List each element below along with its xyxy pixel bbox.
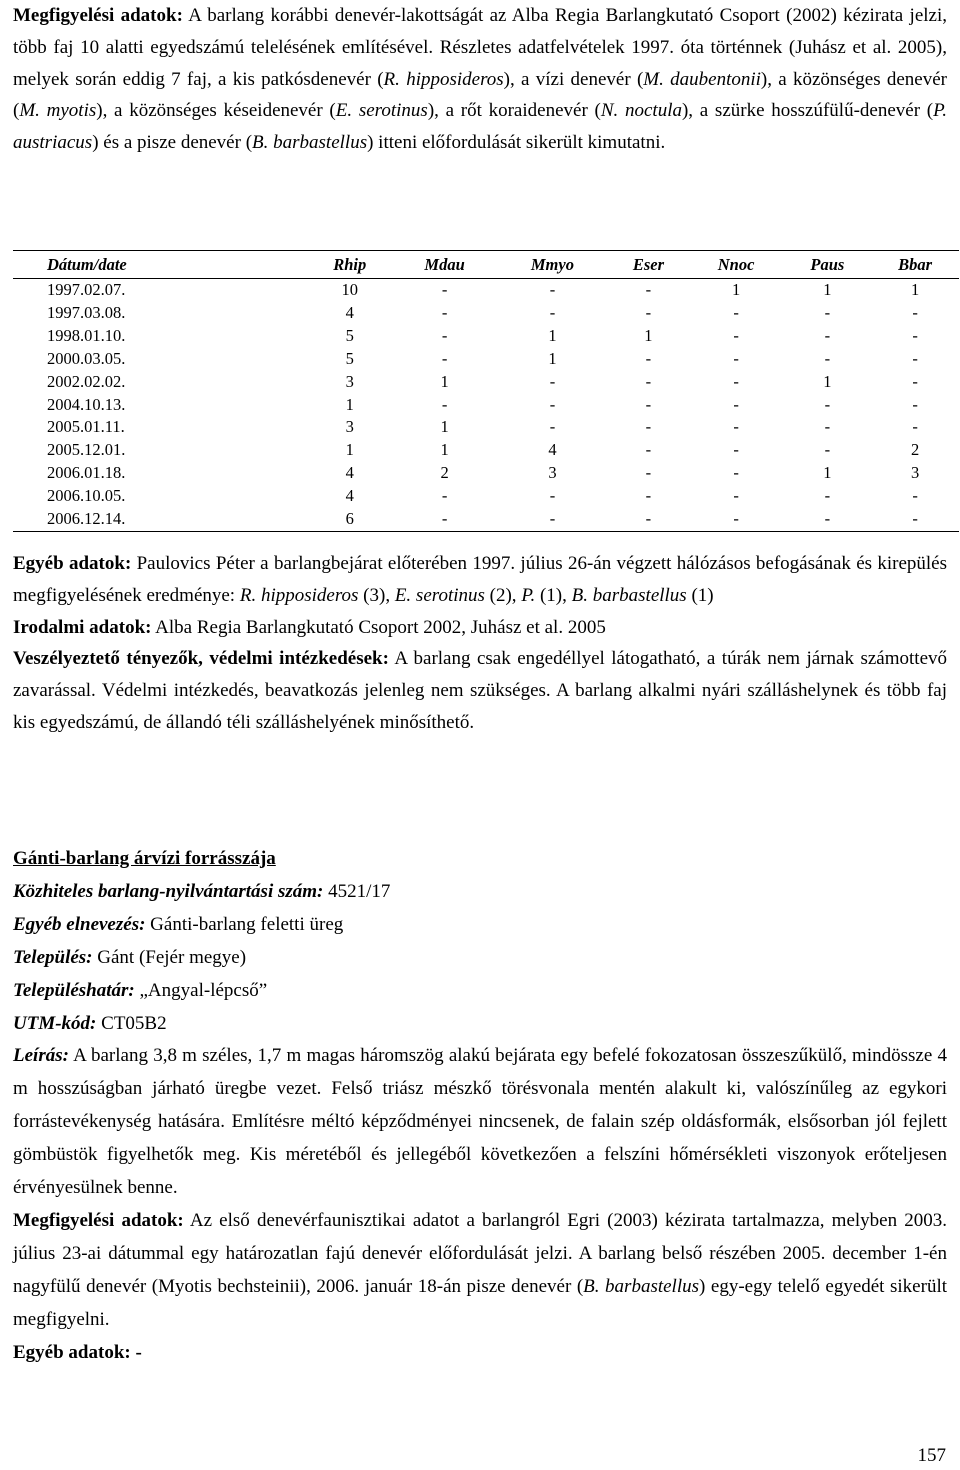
registry-line (13, 876, 947, 909)
date-cell: 2002.02.02. (47, 371, 126, 391)
border-value: „Angyal-lépcső” (134, 979, 268, 1001)
count-cell: - (733, 440, 739, 460)
count-cell: 2 (910, 440, 920, 460)
table-row (13, 439, 959, 462)
date-cell: 2004.10.13. (47, 394, 126, 414)
count-cell: - (549, 486, 556, 506)
literature-label: Irodalmi adatok: (13, 616, 152, 638)
count-cell: - (645, 417, 652, 437)
utm-line (13, 1008, 947, 1041)
count-cell: 2 (440, 463, 449, 483)
text-run: (1), (535, 584, 572, 606)
table-row (13, 462, 959, 485)
count-cell: 1 (823, 280, 832, 299)
count-cell: - (549, 417, 556, 437)
date-cell: 1997.02.07. (47, 280, 126, 299)
count-cell: - (733, 325, 739, 345)
count-cell: 4 (345, 302, 354, 322)
count-cell: - (441, 280, 448, 299)
species-name: E. serotinus (394, 584, 485, 606)
column-header-bbar: Bbar (871, 251, 959, 279)
count-cell: - (441, 325, 448, 345)
text-run: Az első denevérfaunisztikai adatot a barlangról Egri (2003) kézirata tartalmazza, melyben 2003. július 23-ai dátummal egy határozatlan fajú denevér előfordulását jelzi. A barlang belső részében 2005. december 1-én nagyfülű denevér (Myotis bechsteinii), 2006. január 18-án pisze denevér ( (13, 1209, 948, 1297)
count-cell: - (608, 508, 689, 531)
utm-label: UTM-kód: (13, 1012, 97, 1034)
count-cell: - (912, 325, 918, 345)
count-cell: - (645, 394, 652, 414)
count-cell: 10 (341, 280, 358, 299)
count-cell: 6 (307, 508, 392, 531)
count-cell: - (733, 417, 739, 437)
text-run: ) itteni előfordulását sikerült kimutatni. (367, 132, 666, 154)
count-cell: - (912, 302, 918, 322)
threats-label: Veszélyeztető tényezők, védelmi intézkedések: (13, 648, 389, 670)
count-cell: 3 (548, 463, 557, 483)
count-cell: - (645, 371, 652, 391)
count-cell: - (645, 440, 652, 460)
column-header-nnoc: Nnoc (689, 251, 784, 279)
count-cell: 5 (345, 325, 354, 345)
date-cell: 2005.01.11. (47, 417, 125, 437)
table-row (13, 371, 959, 394)
border-line (13, 975, 947, 1008)
species-name: R. hipposideros (383, 68, 504, 90)
count-cell: 1 (644, 325, 653, 345)
column-header-mdau: Mdau (392, 251, 496, 279)
text-run: A barlang korábbi denevér-lakottságát az Alba Regia Barlangkutató Csoport (2002) kézirata jelzi, több faj 10 alatti egyedszámú telelésének említésével. Részletes adatfelvételek 1997. óta történnek (Juhász et al. 2005), melyek során eddig 7 faj, a kis patkósdenevér ( (13, 5, 948, 90)
text-run: (2), (484, 584, 522, 606)
count-cell: - (392, 508, 496, 531)
column-header-mmyo: Mmyo (497, 251, 608, 279)
count-cell: - (733, 302, 739, 322)
cave-other-data-label: Egyéb adatok: - (13, 1341, 142, 1363)
count-cell: - (441, 348, 448, 368)
literature-paragraph (13, 612, 947, 644)
description-paragraph (13, 1040, 947, 1205)
count-cell: - (912, 394, 918, 414)
date-cell: 2006.10.05. (47, 486, 126, 506)
date-cell: 2006.12.14. (13, 508, 307, 531)
text-run: ), a közönséges késeidenevér ( (96, 100, 336, 122)
count-cell: - (733, 463, 739, 483)
border-label: Településhatár: (13, 979, 135, 1001)
species-name: R. hipposideros (239, 584, 359, 606)
count-cell: - (645, 280, 652, 299)
cave-title: Gánti-barlang árvízi forrásszája (13, 848, 276, 869)
bat-count-table (13, 250, 959, 532)
cave-observations-label: Megfigyelési adatok: (13, 1209, 184, 1231)
count-cell: - (824, 440, 831, 460)
species-name: P. austriacus (13, 100, 948, 154)
other-data-paragraph (13, 548, 947, 612)
count-cell: 1 (823, 371, 832, 391)
column-header-rhip: Rhip (307, 251, 392, 279)
count-cell: - (441, 486, 448, 506)
table-header-row (13, 251, 959, 279)
text-run: (3), (358, 584, 395, 606)
text-run: Paulovics Péter a barlangbejárat előterében 1997. július 26-án végzett hálózásos befogásának és kirepülés megfigyelésének eredménye: (13, 553, 947, 606)
count-cell: - (824, 486, 831, 506)
count-cell: 4 (345, 463, 354, 483)
count-cell: 1 (440, 371, 449, 391)
section-other-data (13, 548, 947, 739)
count-cell: - (871, 508, 959, 531)
table-row (13, 485, 959, 508)
town-label: Település: (13, 946, 93, 968)
count-cell: - (912, 371, 918, 391)
date-cell: 2005.12.01. (47, 440, 126, 460)
alt-name-value: Gánti-barlang feletti üreg (145, 913, 344, 935)
species-name: B. barbastellus (252, 132, 368, 154)
town-value: Gánt (Fejér megye) (92, 946, 247, 968)
species-name: B. barbastellus (583, 1275, 700, 1297)
text-run: ) és a pisze denevér ( (92, 132, 253, 154)
date-cell: 2000.03.05. (47, 348, 126, 368)
table-row (13, 348, 959, 371)
count-cell: - (441, 302, 448, 322)
count-cell: 1 (823, 463, 832, 483)
alt-name-label: Egyéb elnevezés: (13, 913, 146, 935)
alt-name-line (13, 909, 947, 942)
column-header-date: Dátum/date (13, 251, 307, 279)
count-cell: - (549, 371, 556, 391)
species-name: E. serotinus (335, 100, 428, 122)
count-cell: - (783, 508, 871, 531)
description-label: Leírás: (13, 1045, 69, 1067)
observations-paragraph (13, 0, 947, 159)
table-body (13, 279, 959, 532)
text-run: ), a szürke hosszúfülű-denevér ( (681, 100, 934, 122)
count-cell: - (824, 348, 831, 368)
date-cell: 1998.01.10. (47, 325, 126, 345)
literature-text: Alba Regia Barlangkutató Csoport 2002, Juhász et al. 2005 (151, 616, 606, 638)
column-header-paus: Paus (783, 251, 871, 279)
count-cell: - (912, 486, 918, 506)
count-cell: - (645, 302, 652, 322)
count-cell: - (441, 394, 448, 414)
count-cell: - (689, 508, 784, 531)
text-run: ), a rőt koraidenevér ( (427, 100, 601, 122)
count-cell: - (733, 371, 739, 391)
count-cell: 1 (345, 440, 354, 460)
count-cell: 1 (548, 348, 557, 368)
page-number: 157 (917, 1445, 946, 1466)
count-cell: - (733, 394, 739, 414)
section-cave-entry (13, 843, 947, 1370)
utm-value: CT05B2 (96, 1012, 167, 1034)
count-cell: 1 (910, 280, 920, 299)
count-cell: 5 (345, 348, 354, 368)
species-name: N. noctula (600, 100, 682, 122)
count-cell: - (645, 486, 652, 506)
threats-text: A barlang csak engedéllyel látogatható, a túrák nem járnak számottevő zavarással. Védelmi intézkedés, beavatkozás jelenleg nem szükséges. A barlang alkalmi nyári szálláshelynek és több faj kis egyedszámú, de állandó téli szálláshelyének minősíthető. (13, 648, 947, 733)
date-cell: 1997.03.08. (47, 302, 126, 322)
count-cell: - (549, 280, 556, 299)
count-cell: - (824, 417, 831, 437)
table-row (13, 394, 959, 417)
count-cell: - (824, 302, 831, 322)
count-cell: 3 (345, 371, 354, 391)
table-row (13, 325, 959, 348)
species-name: M. myotis (19, 100, 97, 122)
count-cell: 3 (345, 417, 354, 437)
count-cell: - (824, 394, 831, 414)
text-run: ) egy-egy telelő egyedét sikerült megfigyelni. (13, 1275, 948, 1330)
count-cell: - (549, 394, 556, 414)
species-name: M. daubentonii (643, 68, 761, 90)
species-name: P. (521, 584, 536, 606)
registry-value: 4521/17 (323, 880, 391, 902)
count-cell: - (824, 325, 831, 345)
count-cell: 1 (440, 417, 449, 437)
registry-label: Közhiteles barlang-nyilvántartási szám: (13, 880, 324, 902)
species-name: B. barbastellus (571, 584, 687, 606)
section-observations (13, 0, 947, 159)
count-cell: - (733, 348, 739, 368)
count-cell: 4 (345, 486, 354, 506)
text-run: ), a közönséges denevér ( (13, 68, 948, 122)
count-cell: 4 (548, 440, 557, 460)
count-cell: - (912, 348, 918, 368)
count-cell: 1 (345, 394, 354, 414)
text-run: (1) (686, 584, 714, 606)
date-cell: 2006.01.18. (47, 463, 126, 483)
text-run: ), a vízi denevér ( (503, 68, 644, 90)
count-cell: - (733, 486, 739, 506)
count-cell: - (912, 417, 918, 437)
column-header-eser: Eser (608, 251, 689, 279)
table-row (13, 508, 959, 531)
count-cell: - (645, 463, 652, 483)
table-row (13, 302, 959, 325)
description-text: A barlang 3,8 m széles, 1,7 m magas háromszög alakú bejárata egy befelé fokozatosan összeszűkülő, mindössze 4 m hosszúságban járható üregbe vezet. Felső triász mészkő törésvonala mentén alakult ki, valószínűleg az egykori forrástevékenység hatására. Említésre méltó képződményei nincsenek, de falain szép oldásformák, elsősorban jól fejlett gömbüstök figyelhetők meg. Kis méretéből és jellegéből következően a felszíni hőmérsékleti viszonyok erőteljesen érvényesülnek benne. (13, 1045, 947, 1199)
threats-paragraph (13, 643, 947, 738)
cave-observations-paragraph (13, 1205, 947, 1337)
table-row (13, 279, 959, 302)
observations-label: Megfigyelési adatok: (13, 5, 183, 26)
count-cell: 1 (440, 440, 449, 460)
other-data-label: Egyéb adatok: (13, 553, 132, 574)
count-cell: - (549, 302, 556, 322)
count-cell: - (645, 348, 652, 368)
count-cell: - (497, 508, 608, 531)
count-cell: 1 (731, 280, 741, 299)
count-cell: 1 (548, 325, 557, 345)
town-line (13, 942, 947, 975)
table-row (13, 416, 959, 439)
count-cell: 3 (910, 463, 920, 483)
